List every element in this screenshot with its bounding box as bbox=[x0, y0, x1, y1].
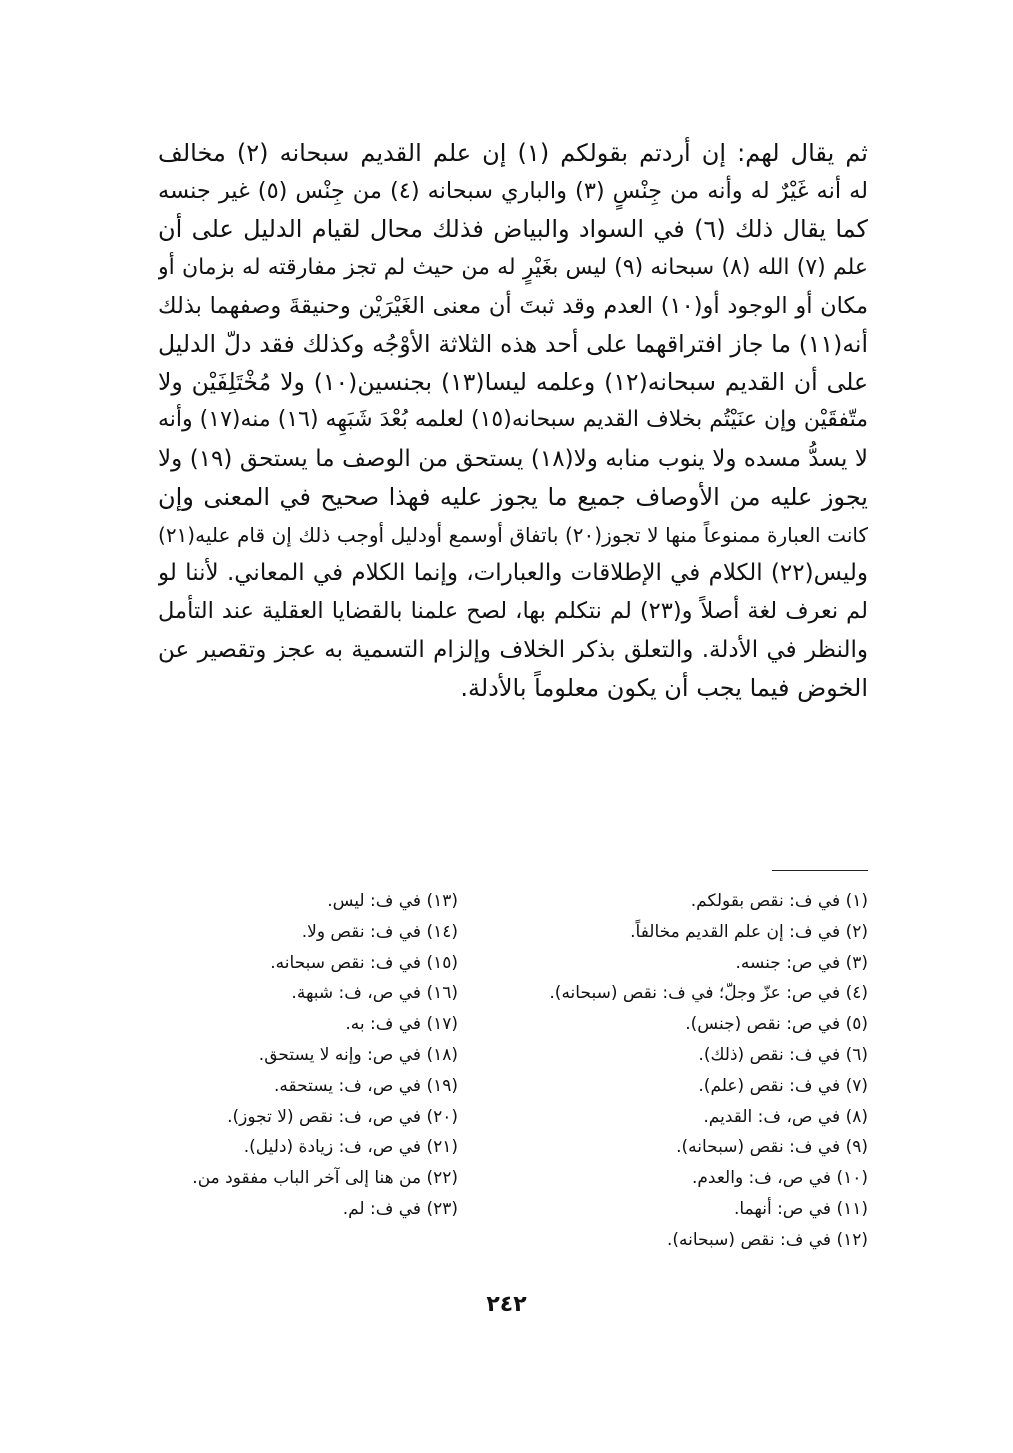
main-text bbox=[158, 134, 868, 707]
text-line: مكان أو الوجود أو(١٠) العدم وقد ثبتَ أن معنى الغَيْرَيْن وحنيقةَ وصفهما بذلك bbox=[158, 292, 868, 319]
footnote: (٣) في ص: جنسه. bbox=[735, 952, 868, 973]
text-line: والنظر في الأدلة. والتعلق بذكر الخلاف وإلزام التسمية به عجز وتقصير عن bbox=[158, 636, 868, 663]
footnote: (٨) في ص، ف: القديم. bbox=[703, 1106, 868, 1127]
footnote: (١٣) في ف: ليس. bbox=[327, 891, 458, 911]
footnote: (١١) في ص: أنهما. bbox=[733, 1198, 868, 1219]
text-line: كانت العبارة ممنوعاً منها لا تجوز(٢٠) باتفاق أوسمع أودليل أوجب ذلك إن قام عليه(٢١) bbox=[158, 523, 868, 548]
text-line: وليس(٢٢) الكلام في الإطلاقات والعبارات، وإنما الكلام في المعاني. لأننا لو bbox=[158, 560, 868, 587]
text-line: الخوض فيما يجب أن يكون معلوماً بالأدلة. bbox=[460, 673, 868, 702]
page-number: ٢٤٢ bbox=[486, 1292, 527, 1317]
footnote: (١٤) في ف: نقص ولا. bbox=[301, 921, 458, 942]
footnote: (٢) في ف: إن علم القديم مخالفاً. bbox=[630, 921, 868, 942]
footnote: (٥) في ص: نقص (جنس). bbox=[685, 1014, 868, 1035]
text-line: ثم يقال لهم: إن أردتم بقولكم (١) إن علم القديم سبحانه (٢) مخالف bbox=[158, 139, 868, 167]
footnotes-right-column bbox=[508, 886, 868, 1256]
footnote-separator bbox=[772, 870, 868, 871]
footnote: (١٩) في ص، ف: يستحقه. bbox=[274, 1075, 458, 1096]
footnote: (٧) في ف: نقص (علم). bbox=[698, 1075, 868, 1096]
footnote: (١٧) في ف: به. bbox=[345, 1014, 458, 1035]
footnote: (٢٠) في ص، ف: نقص (لا تجوز). bbox=[227, 1106, 458, 1127]
text-line: لا يسدُّ مسده ولا ينوب منابه ولا(١٨) يستحق من الوصف ما يستحق (١٩) ولا bbox=[158, 445, 868, 472]
footnote: (١) في ف: نقص بقولكم. bbox=[690, 891, 868, 911]
text-line: على أن القديم سبحانه(١٢) وعلمه ليسا(١٣) بجنسين(١٠) ولا مُخْتَلِفَيْن ولا bbox=[158, 368, 868, 397]
text-line: أنه(١١) ما جاز افتراقهما على أحد هذه الثلاثة الأوْجُه وكذلك فقد دلّ الدليل bbox=[158, 330, 868, 359]
footnote: (١٦) في ص، ف: شبهة. bbox=[291, 983, 458, 1004]
footnote: (٢١) في ص، ف: زيادة (دليل). bbox=[243, 1137, 458, 1158]
footnote: (١٢) في ف: نقص (سبحانه). bbox=[667, 1229, 868, 1250]
text-line: كما يقال ذلك (٦) في السواد والبياض فذلك محال لقيام الدليل على أن bbox=[158, 215, 868, 244]
footnote: (١٠) في ص، ف: والعدم. bbox=[691, 1168, 868, 1189]
footnote: (٩) في ف: نقص (سبحانه). bbox=[676, 1137, 868, 1158]
text-line: علم (٧) الله (٨) سبحانه (٩) ليس بغَيْرٍ له من حيث لم تجز مفارقته له بزمان أو bbox=[158, 254, 868, 280]
text-line: لم نعرف لغة أصلاً و(٢٣) لم نتكلم بها، لصح علمنا بالقضايا العقلية عند التأمل bbox=[158, 598, 868, 625]
text-line: يجوز عليه من الأوصاف جميع ما يجوز عليه فهذا صحيح في المعنى وإن bbox=[158, 482, 868, 511]
footnotes-left-column bbox=[158, 886, 458, 1225]
footnote: (١٨) في ص: وإنه لا يستحق. bbox=[258, 1044, 458, 1065]
footnote: (٤) في ص: عزّ وجلّ؛ في ف: نقص (سبحانه). bbox=[549, 983, 868, 1004]
footnote: (٢٣) في ف: لم. bbox=[342, 1198, 458, 1219]
text-line: له أنه غَيْرٌ له وأنه من جِنْسٍ (٣) والباري سبحانه (٤) من جِنْس (٥) غير جنسه bbox=[158, 178, 868, 205]
footnote: (٦) في ف: نقص (ذلك). bbox=[698, 1044, 868, 1065]
footnote: (٢٢) من هنا إلى آخر الباب مفقود من. bbox=[192, 1168, 458, 1189]
text-line: متّفقَيْن وإن عنَيْتُم بخلاف القديم سبحانه(١٥) لعلمه بُعْدَ شَبَهِه (١٦) منه(١٧) وأنه bbox=[158, 407, 868, 433]
footnote: (١٥) في ف: نقص سبحانه. bbox=[270, 952, 458, 973]
